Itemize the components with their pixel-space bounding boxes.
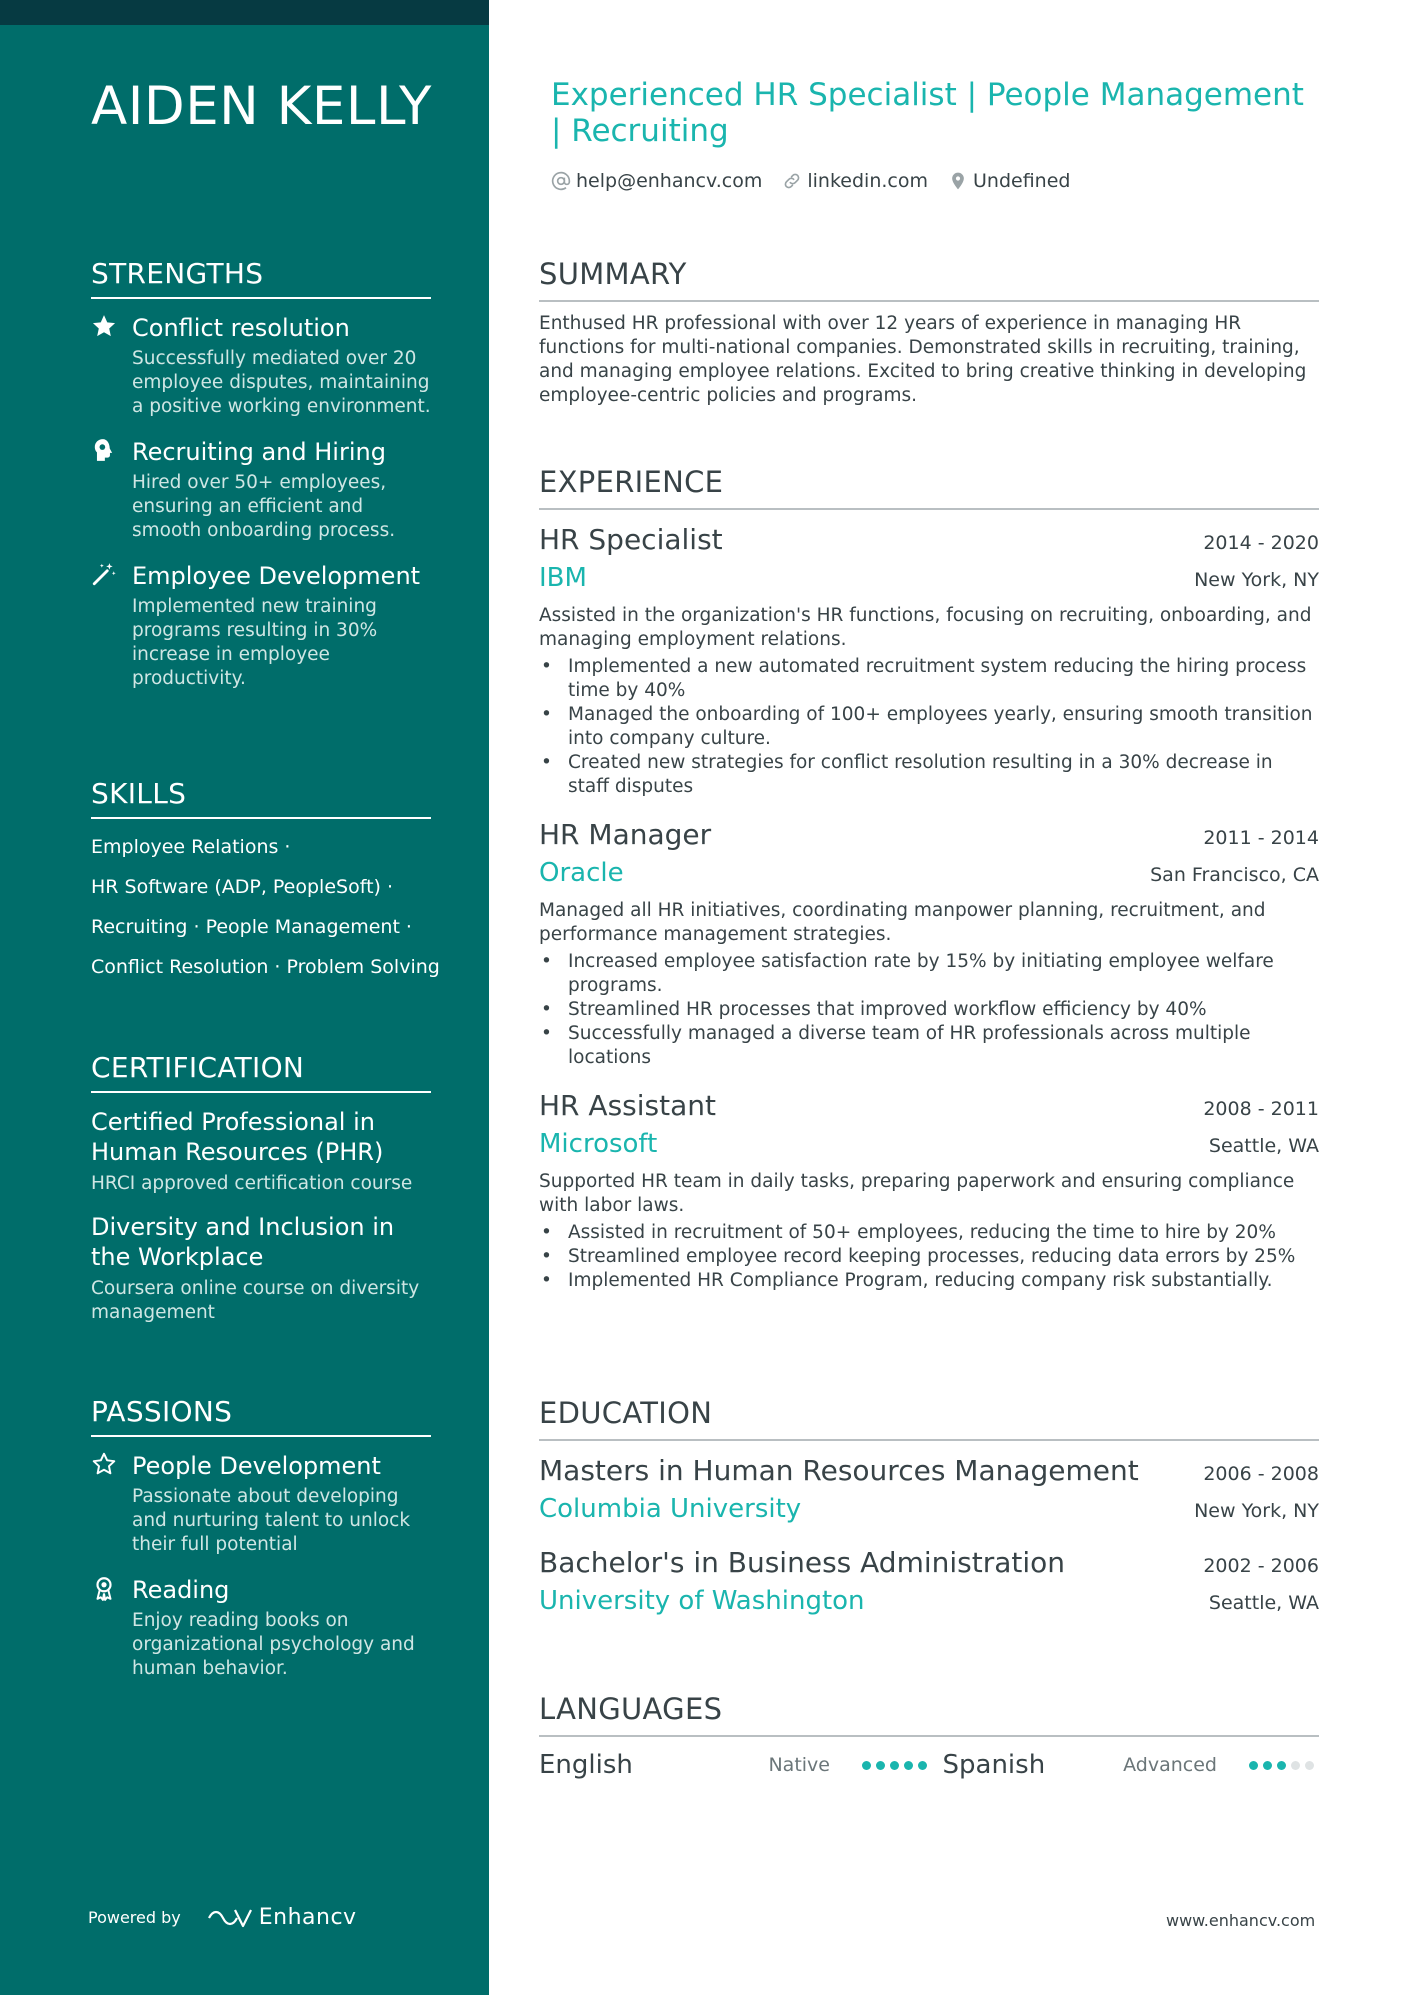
strength-title: Employee Development bbox=[132, 562, 421, 590]
job-bullets bbox=[539, 950, 1319, 1070]
passion-desc: Passionate about developing and nurturing talent to unlock their full potential bbox=[132, 1486, 411, 1555]
job-bullets bbox=[539, 1221, 1319, 1293]
strength-item bbox=[91, 311, 431, 419]
skills-section bbox=[91, 775, 440, 979]
education-school: University of Washington bbox=[539, 1586, 865, 1616]
job-location: San Francisco, CA bbox=[1150, 864, 1319, 886]
certification-item bbox=[91, 1107, 431, 1196]
job-bullet: • Managed the onboarding of 100+ employees yearly, ensuring smooth transition into company culture. bbox=[539, 703, 1319, 751]
passion-item bbox=[91, 1449, 431, 1557]
job-entry bbox=[539, 1086, 1319, 1293]
passion-desc: Enjoy reading books on organizational psychology and human behavior. bbox=[132, 1610, 415, 1679]
languages-section bbox=[539, 1689, 1319, 1785]
passion-item bbox=[91, 1573, 431, 1681]
language-name: English bbox=[539, 1750, 633, 1780]
strength-title: Recruiting and Hiring bbox=[132, 438, 386, 466]
certification-desc: Coursera online course on diversity management bbox=[91, 1278, 420, 1323]
contact-linkedin[interactable] bbox=[782, 170, 928, 192]
education-degree: Bachelor's in Business Administration bbox=[539, 1546, 1066, 1579]
language-level: Native bbox=[768, 1754, 830, 1776]
location-pin-icon bbox=[948, 171, 968, 191]
certification-heading: CERTIFICATION bbox=[91, 1049, 431, 1093]
headline: Experienced HR Specialist | People Management | Recruiting bbox=[551, 77, 1304, 149]
contact-email[interactable] bbox=[551, 170, 762, 192]
enhancv-brand: Enhancv bbox=[258, 1905, 357, 1930]
strength-item bbox=[91, 559, 431, 691]
brain-icon bbox=[91, 437, 117, 463]
job-entry bbox=[539, 520, 1319, 799]
languages-row bbox=[539, 1745, 1319, 1785]
education-degree: Masters in Human Resources Management bbox=[539, 1454, 1139, 1487]
job-company: IBM bbox=[539, 563, 587, 593]
job-dates: 2008 - 2011 bbox=[1203, 1098, 1319, 1120]
language-level: Advanced bbox=[1123, 1754, 1217, 1776]
education-heading: EDUCATION bbox=[539, 1393, 1319, 1441]
sidebar-top-bar bbox=[0, 0, 489, 25]
magic-wand-icon bbox=[91, 561, 117, 587]
job-entry bbox=[539, 815, 1319, 1070]
powered-by bbox=[88, 1905, 357, 1930]
summary-heading: SUMMARY bbox=[539, 254, 1319, 302]
strength-desc: Successfully mediated over 20 employee disputes, maintaining a positive working environment. bbox=[132, 348, 431, 417]
strength-desc: Implemented new training programs resulting in 30% increase in employee productivity. bbox=[132, 596, 378, 689]
job-title: HR Specialist bbox=[539, 523, 723, 556]
strength-item bbox=[91, 435, 431, 543]
skill-line: HR Software (ADP, PeopleSoft) · bbox=[91, 876, 394, 898]
strength-title: Conflict resolution bbox=[132, 314, 350, 342]
skill-line: Recruiting · People Management · bbox=[91, 916, 412, 938]
job-dates: 2014 - 2020 bbox=[1203, 532, 1319, 554]
certification-section bbox=[91, 1049, 431, 1325]
job-company: Oracle bbox=[539, 858, 624, 888]
candidate-name: AIDEN KELLY bbox=[91, 76, 432, 137]
certification-desc: HRCI approved certification course bbox=[91, 1173, 413, 1194]
language-rating bbox=[862, 1761, 943, 1770]
education-entry bbox=[539, 1543, 1319, 1619]
language-rating bbox=[1249, 1761, 1319, 1770]
education-location: New York, NY bbox=[1194, 1500, 1319, 1522]
enhancv-logo-icon bbox=[207, 1906, 253, 1930]
rating-dot-empty bbox=[1305, 1761, 1314, 1770]
job-bullet: • Increased employee satisfaction rate by 15% by initiating employee welfare programs. bbox=[539, 950, 1319, 998]
rating-dot-filled bbox=[904, 1761, 913, 1770]
rating-dot-filled bbox=[862, 1761, 871, 1770]
enhancv-logo[interactable] bbox=[207, 1905, 357, 1930]
passion-title: Reading bbox=[132, 1576, 230, 1604]
star-icon bbox=[91, 313, 117, 339]
experience-section bbox=[539, 462, 1319, 1293]
skill-line: Employee Relations · bbox=[91, 836, 291, 858]
sidebar bbox=[0, 0, 489, 1995]
link-icon bbox=[782, 171, 802, 191]
award-icon bbox=[91, 1575, 117, 1601]
job-bullet: • Implemented a new automated recruitment system reducing the hiring process time by 40% bbox=[539, 655, 1319, 703]
job-bullet: • Streamlined employee record keeping processes, reducing data errors by 25% bbox=[539, 1245, 1319, 1269]
job-location: New York, NY bbox=[1194, 569, 1319, 591]
job-bullet: • Successfully managed a diverse team of HR professionals across multiple locations bbox=[539, 1022, 1319, 1070]
education-dates: 2002 - 2006 bbox=[1203, 1555, 1319, 1577]
job-description: Supported HR team in daily tasks, preparing paperwork and ensuring compliance with labor laws. bbox=[539, 1171, 1295, 1216]
main-column bbox=[539, 0, 1319, 1995]
job-bullet: • Streamlined HR processes that improved workflow efficiency by 40% bbox=[539, 998, 1319, 1022]
certification-title: Diversity and Inclusion in the Workplace bbox=[91, 1213, 395, 1271]
job-location: Seattle, WA bbox=[1208, 1135, 1319, 1157]
star-outline-icon bbox=[91, 1451, 117, 1477]
job-company: Microsoft bbox=[539, 1129, 658, 1159]
passions-section bbox=[91, 1393, 431, 1681]
rating-dot-filled bbox=[1249, 1761, 1258, 1770]
certification-item bbox=[91, 1212, 431, 1325]
rating-dot-empty bbox=[1291, 1761, 1300, 1770]
job-bullet: • Assisted in recruitment of 50+ employees, reducing the time to hire by 20% bbox=[539, 1221, 1319, 1245]
contact-location bbox=[948, 170, 1070, 192]
job-dates: 2011 - 2014 bbox=[1203, 827, 1319, 849]
skill-line: Conflict Resolution · Problem Solving bbox=[91, 956, 440, 978]
rating-dot-filled bbox=[890, 1761, 899, 1770]
contact-location-text: Undefined bbox=[973, 170, 1071, 192]
job-bullet: • Created new strategies for conflict resolution resulting in a 30% decrease in staff disputes bbox=[539, 751, 1319, 799]
job-title: HR Assistant bbox=[539, 1089, 716, 1122]
passion-title: People Development bbox=[132, 1452, 381, 1480]
at-sign-icon bbox=[551, 171, 571, 191]
job-description: Assisted in the organization's HR functions, focusing on recruiting, onboarding, and managing employment relations. bbox=[539, 605, 1312, 650]
education-dates: 2006 - 2008 bbox=[1203, 1463, 1319, 1485]
passions-heading: PASSIONS bbox=[91, 1393, 431, 1437]
skills-list bbox=[91, 835, 440, 979]
strength-desc: Hired over 50+ employees, ensuring an efficient and smooth onboarding process. bbox=[132, 472, 396, 541]
job-description: Managed all HR initiatives, coordinating manpower planning, recruitment, and performance management strategies. bbox=[539, 900, 1266, 945]
rating-dot-filled bbox=[918, 1761, 927, 1770]
rating-dot-filled bbox=[876, 1761, 885, 1770]
certification-title: Certified Professional in Human Resources (PHR) bbox=[91, 1108, 384, 1166]
education-location: Seattle, WA bbox=[1208, 1592, 1319, 1614]
strengths-section bbox=[91, 255, 431, 691]
job-title: HR Manager bbox=[539, 818, 712, 851]
job-bullets bbox=[539, 655, 1319, 799]
education-section bbox=[539, 1393, 1319, 1619]
education-entry bbox=[539, 1451, 1319, 1527]
language-name: Spanish bbox=[942, 1750, 1046, 1780]
languages-heading: LANGUAGES bbox=[539, 1689, 1319, 1737]
skills-heading: SKILLS bbox=[91, 775, 431, 819]
contact-linkedin-text: linkedin.com bbox=[807, 170, 928, 192]
contact-email-text: help@enhancv.com bbox=[576, 170, 763, 192]
footer-url[interactable]: www.enhancv.com bbox=[1166, 1911, 1316, 1930]
job-bullet: • Implemented HR Compliance Program, reducing company risk substantially. bbox=[539, 1269, 1319, 1293]
rating-dot-filled bbox=[1263, 1761, 1272, 1770]
contact-bar bbox=[551, 170, 1090, 192]
summary-section bbox=[539, 254, 1319, 408]
education-school: Columbia University bbox=[539, 1494, 802, 1524]
summary-text: Enthused HR professional with over 12 years of experience in managing HR functions for multi-national companies. Demonstrated skills in recruiting, training, and managing employee relations. Excited to bring creative thinking in developing employee-centric policies and programs. bbox=[539, 313, 1307, 406]
experience-heading: EXPERIENCE bbox=[539, 462, 1319, 510]
strengths-heading: STRENGTHS bbox=[91, 255, 431, 299]
powered-by-label: Powered by bbox=[88, 1908, 181, 1927]
rating-dot-filled bbox=[1277, 1761, 1286, 1770]
